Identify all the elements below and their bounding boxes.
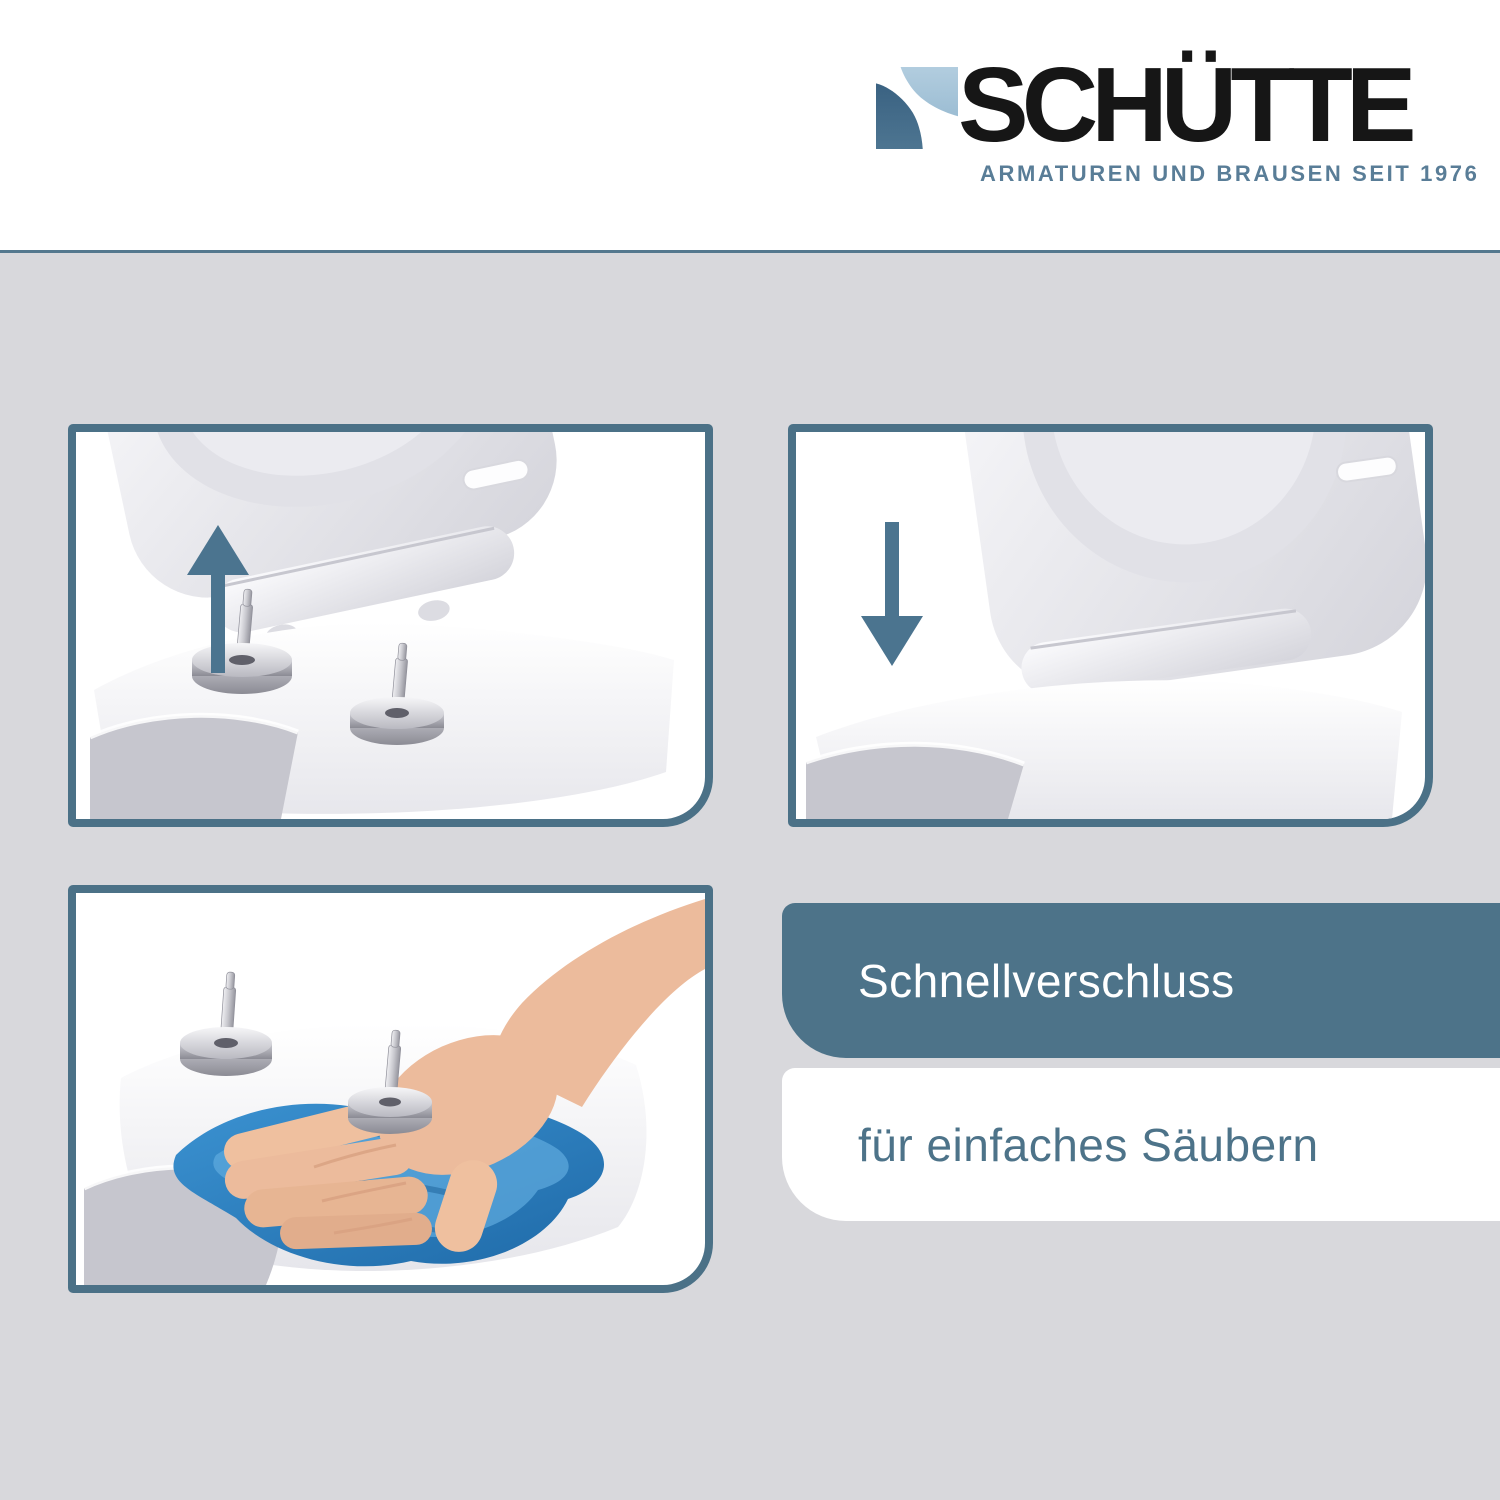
header [0, 0, 1500, 250]
feature-banner-secondary [782, 1068, 1500, 1221]
step-panel-place-seat [788, 424, 1433, 827]
feature-banner-secondary-label: für einfaches Säubern [858, 1118, 1319, 1171]
schuette-logo-icon [876, 64, 958, 152]
brand-wordmark: SCHÜTTE [958, 46, 1410, 164]
toilet-seat-lift-illustration [76, 432, 705, 819]
quick-release-disc-left [180, 972, 272, 1076]
feature-banner-primary-label: Schnellverschluss [858, 954, 1235, 1007]
brand-tagline: ARMATUREN UND BRAUSEN SEIT 1976 [980, 161, 1480, 186]
step-panel-lift-seat [68, 424, 713, 827]
toilet-seat-place-illustration [796, 432, 1425, 819]
arrow-down-icon [861, 522, 923, 666]
toilet-cleaning-illustration [76, 893, 705, 1285]
feature-banner-primary [782, 903, 1500, 1058]
step-panel-wipe-clean [68, 885, 713, 1293]
